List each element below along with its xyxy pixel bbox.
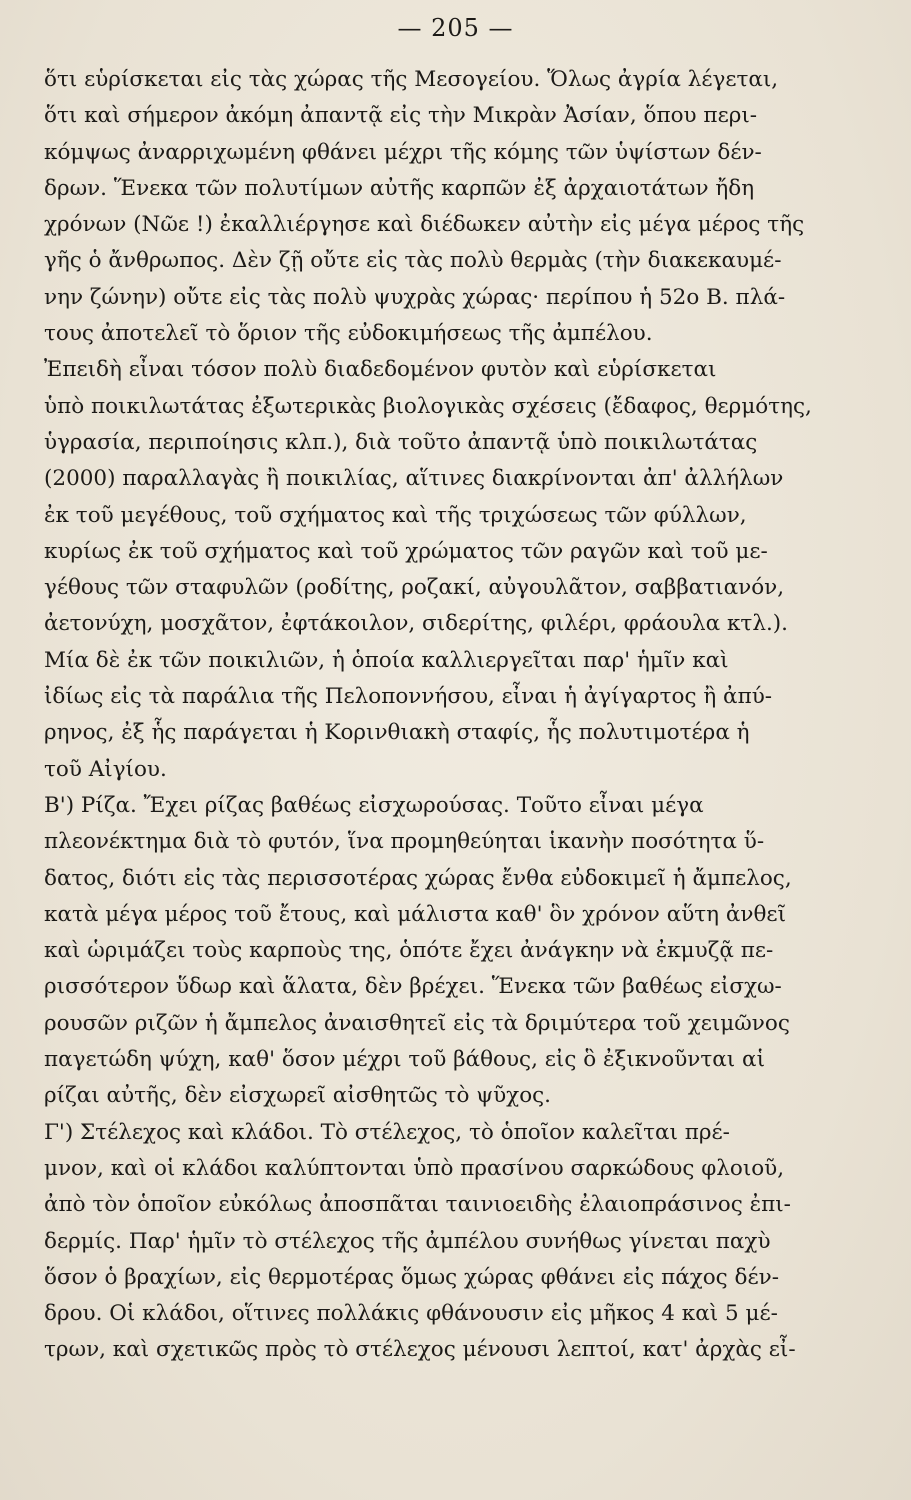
text-line: Γ') Στέλεχος καὶ κλάδοι. Τὸ στέλεχος, τὸ ὁποῖον καλεῖται πρέ-	[44, 1119, 730, 1145]
text-line: πλεονέκτημα διὰ τὸ φυτόν, ἵνα προμηθεύηται ἱκανὴν ποσότητα ὕ-	[44, 829, 765, 855]
text-line: ὅτι καὶ σήμερον ἀκόμη ἀπαντᾷ εἰς τὴν Μικρὰν Ἀσίαν, ὅπου περι-	[44, 103, 758, 129]
text-line: ἰδίως εἰς τὰ παράλια τῆς Πελοποννήσου, εἶναι ἡ ἀγίγαρτος ἢ ἀπύ-	[44, 684, 773, 710]
text-line: δρου. Οἱ κλάδοι, οἵτινες πολλάκις φθάνουσιν εἰς μῆκος 4 καὶ 5 μέ-	[44, 1301, 778, 1327]
text-line: χρόνων (Νῶε !) ἐκαλλιέργησε καὶ διέδωκεν αὐτὴν εἰς μέγα μέρος τῆς	[44, 212, 805, 238]
text-line: Μία δὲ ἐκ τῶν ποικιλιῶν, ἡ ὁποία καλλιεργεῖται παρ' ἡμῖν καὶ	[44, 647, 729, 673]
text-line: ὅτι εὑρίσκεται εἰς τὰς χώρας τῆς Μεσογείου. Ὅλως ἀγρία λέγεται,	[44, 67, 779, 92]
text-line: Β') Ρίζα. Ἔχει ρίζας βαθέως εἰσχωρούσας. Τοῦτο εἶναι μέγα	[44, 792, 704, 818]
text-line: ὑγρασία, περιποίησις κλπ.), διὰ τοῦτο ἀπαντᾷ ὑπὸ ποικιλωτάτας	[44, 429, 758, 455]
text-line: καὶ ὡριμάζει τοὺς καρποὺς της, ὁπότε ἔχει ἀνάγκην νὰ ἐκμυζᾷ πε-	[44, 938, 774, 964]
text-line: (2000) παραλλαγὰς ἢ ποικιλίας, αἵτινες διακρίνονται ἀπ' ἀλλήλων	[44, 466, 784, 492]
text-line: ὑπὸ ποικιλωτάτας ἐξωτερικὰς βιολογικὰς σχέσεις (ἔδαφος, θερμότης,	[44, 393, 812, 419]
text-line: τοῦ Αἰγίου.	[44, 756, 167, 782]
text-line: παγετώδη ψύχη, καθ' ὅσον μέχρι τοῦ βάθους, εἰς ὃ ἐξικνοῦνται αἱ	[44, 1047, 765, 1073]
text-line: γῆς ὁ ἄνθρωπος. Δὲν ζῇ οὔτε εἰς τὰς πολὺ θερμὰς (τὴν διακεκαυμέ-	[44, 248, 782, 274]
text-line: νην ζώνην) οὔτε εἰς τὰς πολὺ ψυχρὰς χώρας· περίπου ἡ 52ο Β. πλά-	[44, 284, 786, 310]
page-number: — 205 —	[397, 14, 514, 42]
text-line: τους ἀποτελεῖ τὸ ὅριον τῆς εὐδοκιμήσεως τῆς ἀμπέλου.	[44, 321, 653, 347]
text-line: ρισσότερον ὕδωρ καὶ ἅλατα, δὲν βρέχει. Ἕνεκα τῶν βαθέως εἰσχω-	[44, 974, 782, 1000]
text-line: δερμίς. Παρ' ἡμῖν τὸ στέλεχος τῆς ἀμπέλου συνήθως γίνεται παχὺ	[44, 1228, 771, 1254]
text-line: μνον, καὶ οἱ κλάδοι καλύπτονται ὑπὸ πρασίνου σαρκώδους φλοιοῦ,	[44, 1155, 785, 1181]
text-line: ἀετονύχη, μοσχᾶτον, ἐφτάκοιλον, σιδερίτης, φιλέρι, φράουλα κτλ.).	[44, 611, 789, 637]
text-line: γέθους τῶν σταφυλῶν (ροδίτης, ροζακί, αὐγουλᾶτον, σαββατιανόν,	[44, 575, 785, 601]
text-line: κόμψως ἀναρριχωμένη φθάνει μέχρι τῆς κόμης τῶν ὑψίστων δέν-	[44, 139, 762, 165]
text-line: δατος, διότι εἰς τὰς περισσοτέρας χώρας ἔνθα εὐδοκιμεῖ ἡ ἄμπελος,	[44, 865, 792, 891]
text-line: δρων. Ἕνεκα τῶν πολυτίμων αὐτῆς καρπῶν ἐξ ἀρχαιοτάτων ἤδη	[44, 175, 755, 201]
text-line: ρουσῶν ριζῶν ἡ ἄμπελος ἀναισθητεῖ εἰς τὰ δριμύτερα τοῦ χειμῶνος	[44, 1010, 790, 1036]
text-line: κατὰ μέγα μέρος τοῦ ἔτους, καὶ μάλιστα καθ' ὃν χρόνον αὕτη ἀνθεῖ	[44, 901, 787, 927]
text-line: ρηνος, ἐξ ἧς παράγεται ἡ Κορινθιακὴ σταφίς, ἧς πολυτιμοτέρα ἡ	[44, 720, 750, 746]
text-line: ρίζαι αὐτῆς, δὲν εἰσχωρεῖ αἰσθητῶς τὸ ψῦχος.	[44, 1083, 552, 1109]
text-line: ἀπὸ τὸν ὁποῖον εὐκόλως ἀποσπᾶται ταινιοειδὴς ἐλαιοπράσινος ἐπι-	[44, 1192, 791, 1218]
body-text	[44, 62, 834, 1369]
text-line: ὅσον ὁ βραχίων, εἰς θερμοτέρας ὅμως χώρας φθάνει εἰς πάχος δέν-	[44, 1264, 779, 1290]
text-line: κυρίως ἐκ τοῦ σχήματος καὶ τοῦ χρώματος τῶν ραγῶν καὶ τοῦ με-	[44, 538, 768, 564]
text-line: Ἐπειδὴ εἶναι τόσον πολὺ διαδεδομένον φυτὸν καὶ εὑρίσκεται	[44, 357, 717, 383]
text-line: τρων, καὶ σχετικῶς πρὸς τὸ στέλεχος μένουσι λεπτοί, κατ' ἀρχὰς εἶ-	[44, 1337, 796, 1363]
text-line: ἐκ τοῦ μεγέθους, τοῦ σχήματος καὶ τῆς τριχώσεως τῶν φύλλων,	[44, 502, 747, 528]
